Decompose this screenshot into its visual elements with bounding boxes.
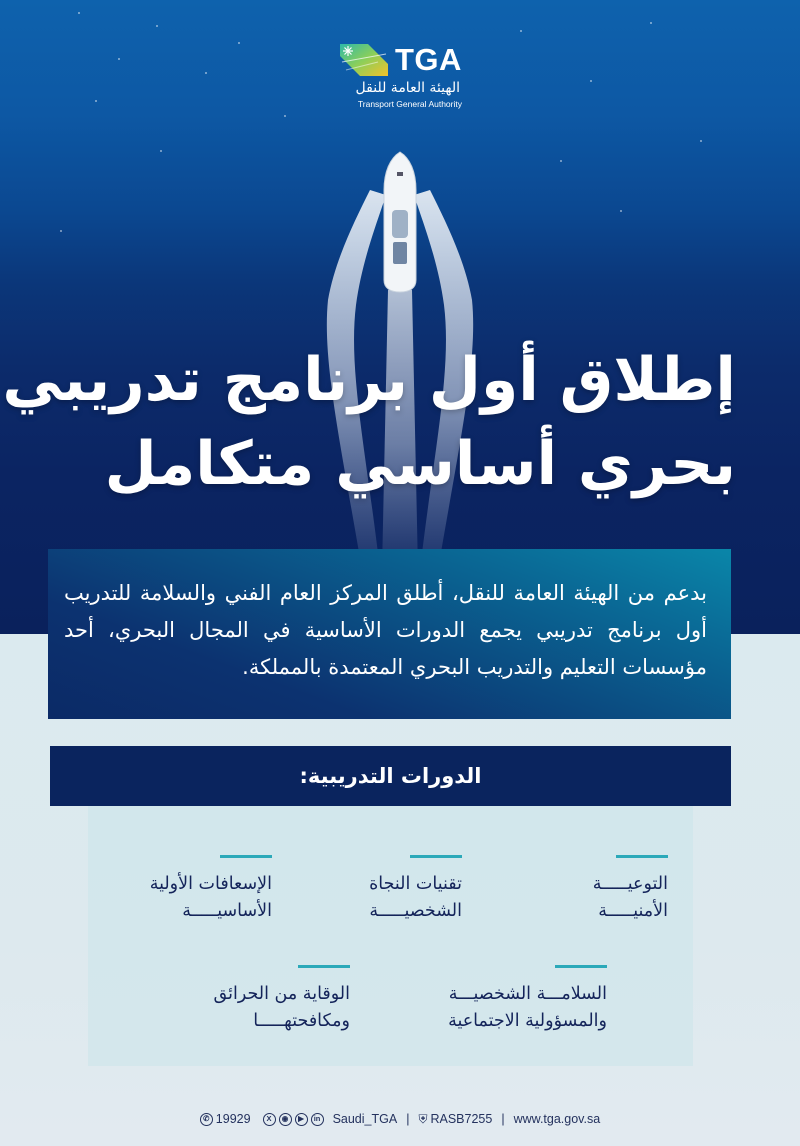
course-line-2: الشخصيـــــة xyxy=(369,901,462,921)
courses-title-banner xyxy=(50,746,731,806)
accent-bar xyxy=(555,965,607,968)
course-item-first-aid xyxy=(120,855,272,925)
description-text: بدعم من الهيئة العامة للنقل، أطلق المركز العام الفني والسلامة للتدريب أول برنامج تدريبي يجمع الدورات الأساسية في المجال البحري، أحد مؤسسات التعليم والتدريب البحري المعتمدة بالمملكة. xyxy=(64,581,707,679)
footer-license xyxy=(418,1112,492,1127)
footer-social xyxy=(263,1112,398,1126)
logo-name-arabic: الهيئة العامة للنقل xyxy=(355,80,460,96)
course-item-personal-survival xyxy=(330,855,462,925)
course-line-2: ومكافحتهـــــا xyxy=(253,1011,350,1031)
accent-bar xyxy=(220,855,272,858)
headline xyxy=(2,338,736,506)
accent-bar xyxy=(410,855,462,858)
linkedin-icon[interactable]: in xyxy=(311,1113,324,1126)
course-item-personal-safety xyxy=(410,965,607,1035)
course-line-1: تقنيات النجاة xyxy=(369,874,462,894)
website-link[interactable]: www.tga.gov.sa xyxy=(513,1112,601,1126)
tga-logo xyxy=(338,40,468,116)
course-item-fire-prevention xyxy=(190,965,350,1035)
x-icon[interactable]: X xyxy=(263,1113,276,1126)
shield-badge-icon: ⛨ xyxy=(418,1111,428,1126)
headline-line-2: بحري أساسي متكامل xyxy=(104,429,736,499)
course-line-1: الوقاية من الحرائق xyxy=(213,984,350,1004)
course-line-1: التوعيـــــة xyxy=(592,874,668,894)
course-line-2: الأساسيـــــة xyxy=(182,901,272,921)
footer xyxy=(0,1108,800,1130)
accent-bar xyxy=(298,965,350,968)
tga-logo-mark-icon xyxy=(338,42,390,78)
course-line-1: الإسعافات الأولية xyxy=(149,874,272,894)
course-line-2: الأمنيـــــة xyxy=(598,901,668,921)
course-line-2: والمسؤولية الاجتماعية xyxy=(448,1011,607,1031)
course-line-1: السلامـــة الشخصيـــة xyxy=(448,984,607,1004)
accent-bar xyxy=(616,855,668,858)
youtube-icon[interactable]: ▶ xyxy=(295,1113,308,1126)
footer-phone[interactable] xyxy=(200,1112,251,1126)
description-box xyxy=(48,549,731,719)
logo-name-english: Transport General Authority xyxy=(357,99,462,109)
course-item-security-awareness xyxy=(520,855,668,925)
instagram-icon[interactable]: ◉ xyxy=(279,1113,292,1126)
license-number: RASB7255 xyxy=(430,1112,493,1126)
phone-number: 19929 xyxy=(215,1112,251,1126)
social-handle[interactable]: Saudi_TGA xyxy=(332,1112,398,1126)
logo-acronym: TGA xyxy=(395,42,462,77)
separator: | xyxy=(501,1112,505,1126)
headline-line-1: إطلاق أول برنامج تدريبي xyxy=(2,345,736,415)
phone-icon: ✆ xyxy=(200,1113,213,1126)
separator: | xyxy=(406,1112,410,1126)
courses-title: الدورات التدريبية: xyxy=(299,764,482,788)
